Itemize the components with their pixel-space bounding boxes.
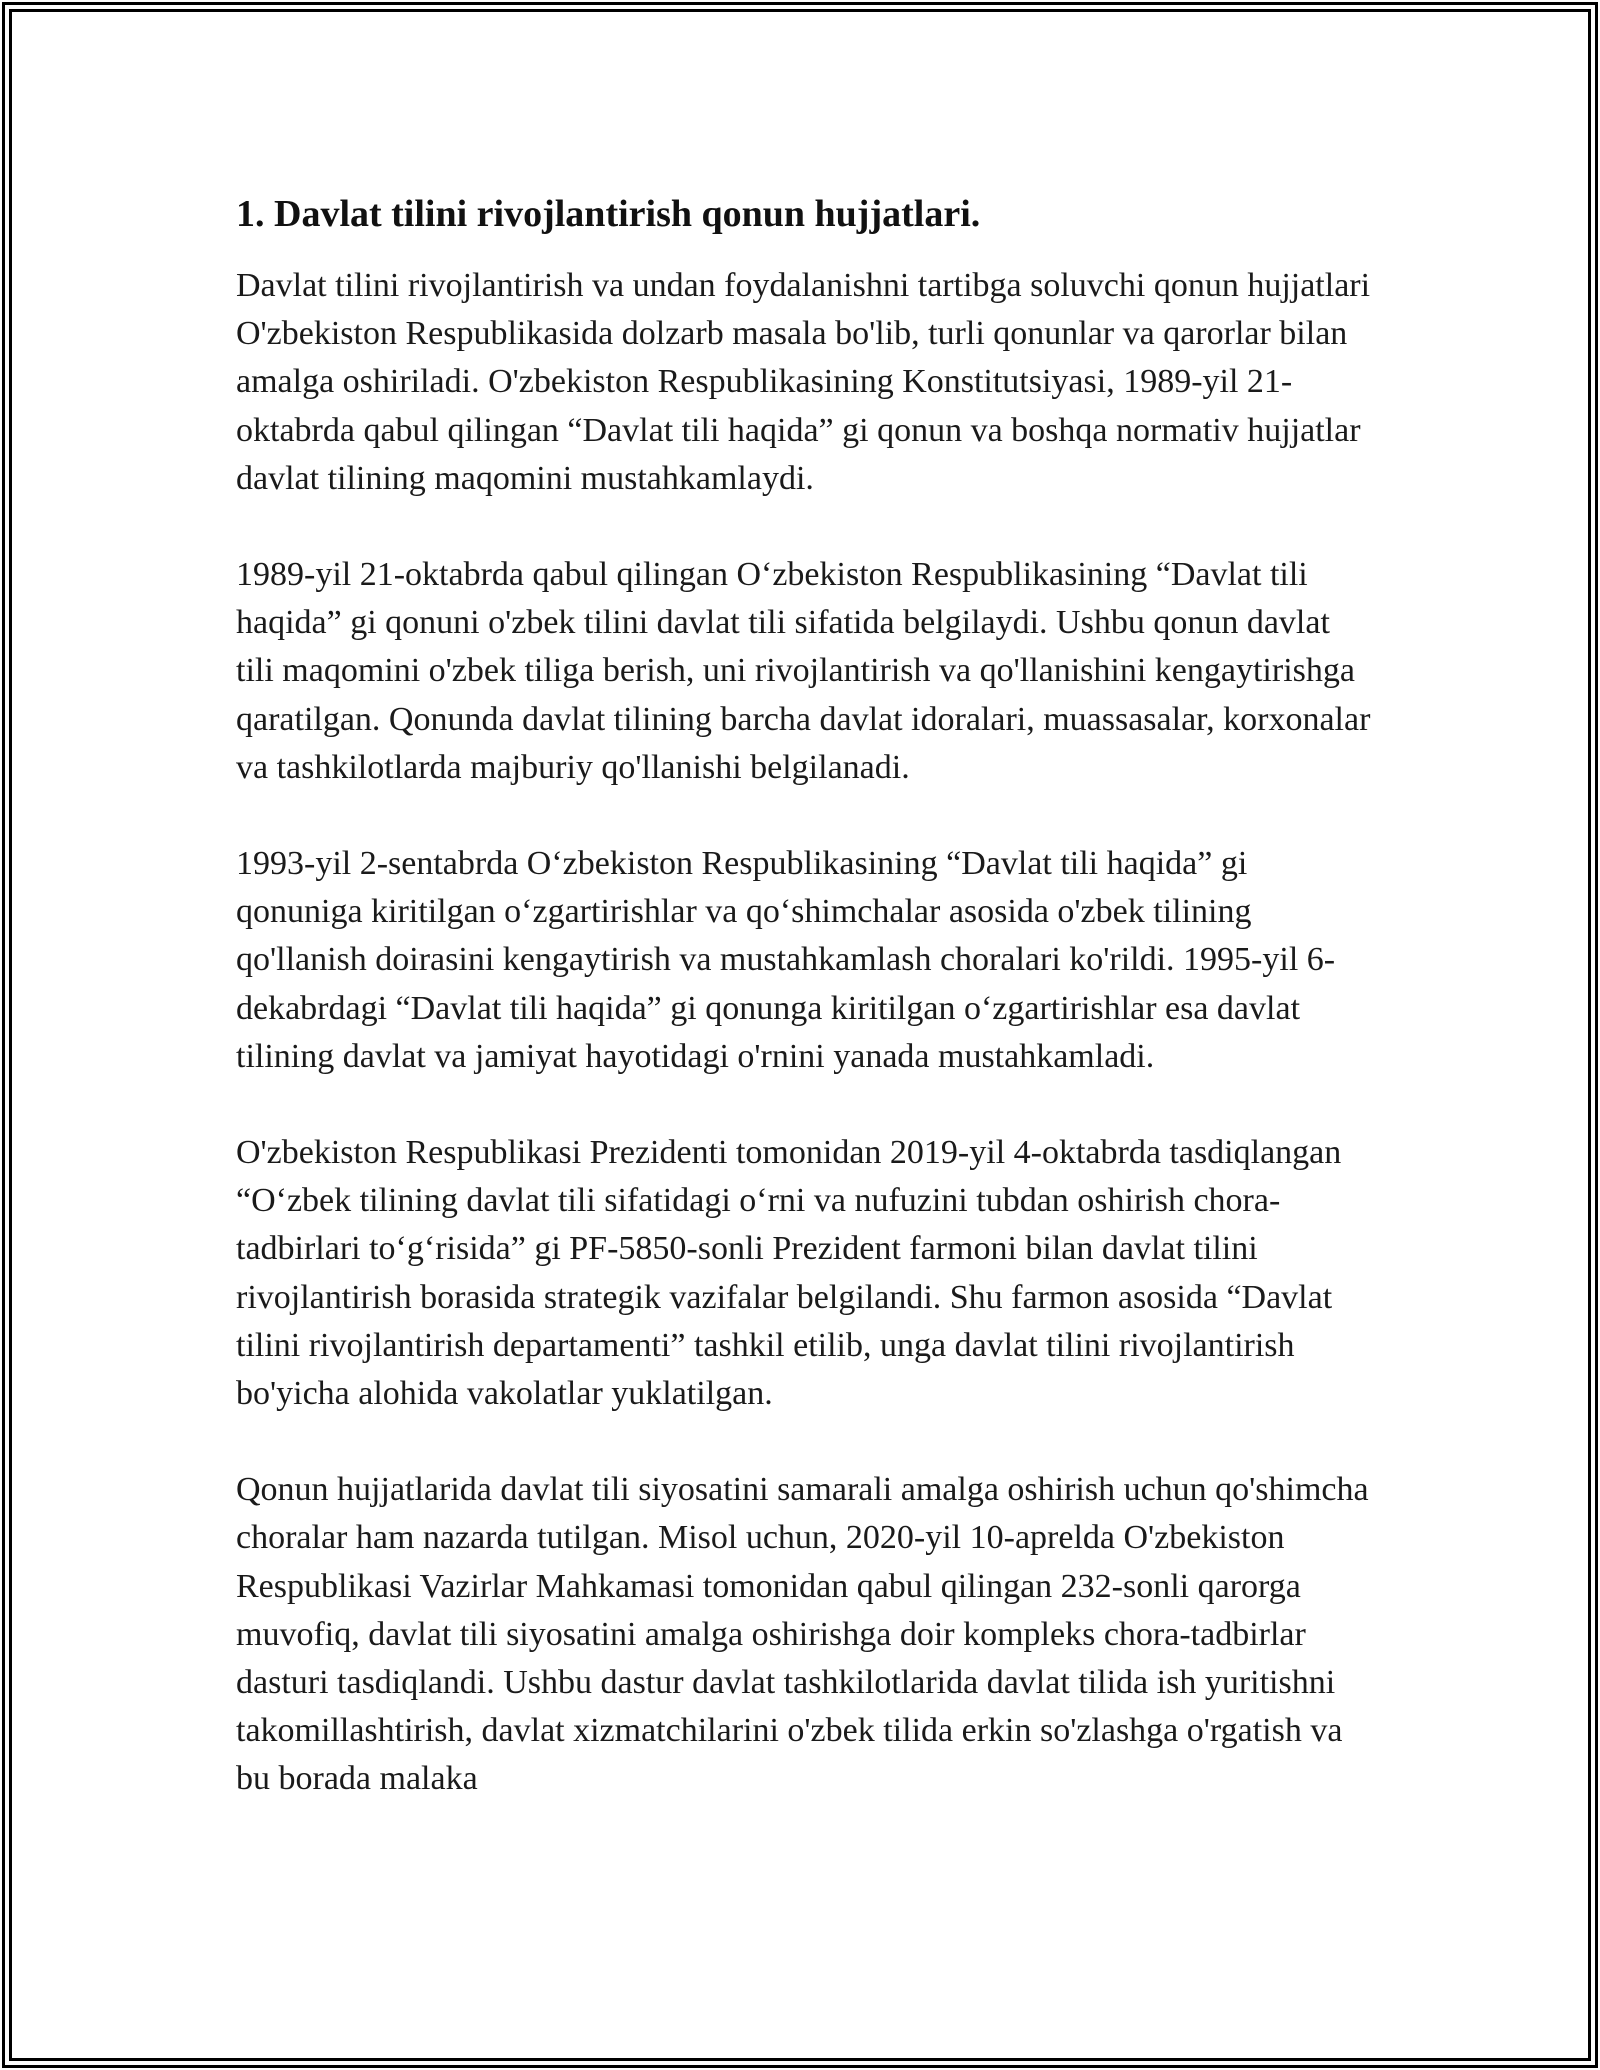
paragraph-3: 1993-yil 2-sentabrda O‘zbekiston Respublikasining “Davlat tili haqida” gi qonuniga kiritilgan o‘zgartirishlar va qo‘shimchalar asosida o'zbek tilining qo'llanish doirasini kengaytirish va mustahkamlash choralari ko'rildi. 1995-yil 6-dekabrdagi “Davlat tili haqida” gi qonunga kiritilgan o‘zgartirishlar esa davlat tilining davlat va jamiyat hayotidagi o'rnini yanada mustahkamladi. [236, 845, 1336, 1075]
paragraph-2: 1989-yil 21-oktabrda qabul qilingan O‘zbekiston Respublikasining “Davlat tili haqida” gi qonuni o'zbek tilini davlat tili sifatida belgilaydi. Ushbu qonun davlat tili maqomini o'zbek tiliga berish, uni rivojlantirish va qo'llanishini kengaytirishga qaratilgan. Qonunda davlat tilining barcha davlat idoralari, muassasalar, korxonalar va tashkilotlarda majburiy qo'llanishi belgilanadi. [236, 556, 1371, 786]
document-body [236, 186, 1372, 1804]
paragraph-1: Davlat tilini rivojlantirish va undan foydalanishni tartibga soluvchi qonun hujjatlari O'zbekiston Respublikasida dolzarb masala bo'lib, turli qonunlar va qarorlar bilan amalga oshiriladi. O'zbekiston Respublikasining Konstitutsiyasi, 1989-yil 21-oktabrda qabul qilingan “Davlat tili haqida” gi qonun va boshqa normativ hujjatlar davlat tilining maqomini mustahkamlaydi. [236, 267, 1371, 497]
section-heading: 1. Davlat tilini rivojlantirish qonun hujjatlari. [236, 193, 981, 235]
paragraph-5: Qonun hujjatlarida davlat tili siyosatini samarali amalga oshirish uchun qo'shimcha choralar ham nazarda tutilgan. Misol uchun, 2020-yil 10-aprelda O'zbekiston Respublikasi Vazirlar Mahkamasi tomonidan qabul qilingan 232-sonli qarorga muvofiq, davlat tili siyosatini amalga oshirishga doir kompleks chora-tadbirlar dasturi tasdiqlandi. Ushbu dastur davlat tashkilotlarida davlat tilida ish yuritishni takomillashtirish, davlat xizmatchilarini o'zbek tilida erkin so'zlashga o'rgatish va bu borada malaka [236, 1471, 1369, 1798]
paragraph-4: O'zbekiston Respublikasi Prezidenti tomonidan 2019-yil 4-oktabrda tasdiqlangan “O‘zbek tilining davlat tili sifatidagi o‘rni va nufuzini tubdan oshirish chora-tadbirlari to‘g‘risida” gi PF-5850-sonli Prezident farmoni bilan davlat tilini rivojlantirish borasida strategik vazifalar belgilandi. Shu farmon asosida “Davlat tilini rivojlantirish departamenti” tashkil etilib, unga davlat tilini rivojlantirish bo'yicha alohida vakolatlar yuklatilgan. [236, 1134, 1342, 1413]
